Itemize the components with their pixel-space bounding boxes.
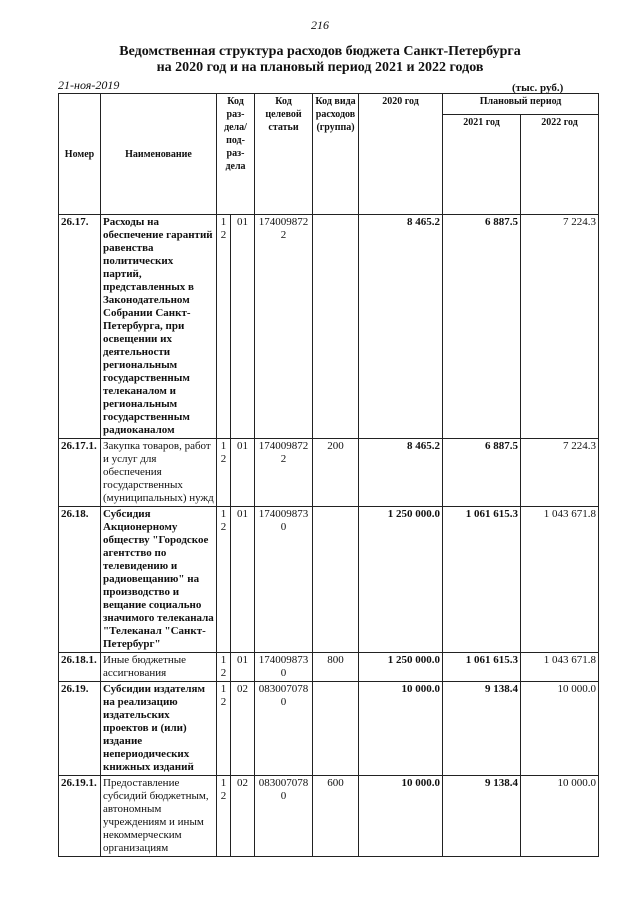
row-name: Иные бюджетные ассигнования	[101, 653, 217, 682]
row-expense-type	[313, 682, 359, 776]
row-name: Предоставление субсидий бюджетным, автономным учреждениям и иным некоммерческим организациям	[101, 776, 217, 857]
page-number: 216	[311, 18, 329, 32]
row-amount-2021: 1 061 615.3	[443, 507, 521, 653]
row-number: 26.17.1.	[59, 439, 101, 507]
row-amount-2021: 9 138.4	[443, 776, 521, 857]
row-number: 26.19.	[59, 682, 101, 776]
row-amount-2022: 7 224.3	[521, 215, 599, 439]
units-label: (тыс. руб.)	[512, 82, 564, 94]
header-target-code: Код целевой статьи	[255, 94, 313, 215]
table-row	[59, 682, 599, 776]
row-section: 12	[217, 439, 231, 507]
row-target-code: 1740098722	[255, 439, 313, 507]
row-target-code: 0830070780	[255, 776, 313, 857]
row-expense-type	[313, 215, 359, 439]
row-amount-2020: 1 250 000.0	[359, 507, 443, 653]
document-title	[0, 44, 640, 76]
header-name: Наименование	[101, 94, 217, 215]
row-expense-type: 200	[313, 439, 359, 507]
header-2021: 2021 год	[443, 115, 521, 215]
row-subsection: 02	[231, 682, 255, 776]
header-row-1	[59, 94, 599, 115]
row-target-code: 1740098730	[255, 507, 313, 653]
row-section: 12	[217, 215, 231, 439]
row-amount-2021: 9 138.4	[443, 682, 521, 776]
table-row	[59, 507, 599, 653]
row-expense-type: 600	[313, 776, 359, 857]
row-amount-2020: 1 250 000.0	[359, 653, 443, 682]
row-expense-type	[313, 507, 359, 653]
table-row	[59, 653, 599, 682]
row-target-code: 1740098722	[255, 215, 313, 439]
row-number: 26.18.	[59, 507, 101, 653]
row-section: 12	[217, 653, 231, 682]
row-amount-2022: 7 224.3	[521, 439, 599, 507]
budget-table	[58, 93, 599, 857]
header-section-code: Код раз- дела/ под- раз- дела	[217, 94, 255, 215]
row-name: Закупка товаров, работ и услуг для обеспечения государственных (муниципальных) нужд	[101, 439, 217, 507]
row-subsection: 01	[231, 439, 255, 507]
header-2022: 2022 год	[521, 115, 599, 215]
row-subsection: 01	[231, 653, 255, 682]
row-name: Расходы на обеспечение гарантий равенства политических партий, представленных в Законодательном Собрании Санкт-Петербурга, при освещении их деятельности региональным государственным телеканалом и региональным государственным радиоканалом	[101, 215, 217, 439]
table-row	[59, 215, 599, 439]
table-body	[59, 215, 599, 857]
table-row	[59, 439, 599, 507]
row-amount-2020: 10 000.0	[359, 682, 443, 776]
row-amount-2021: 6 887.5	[443, 439, 521, 507]
row-number: 26.19.1.	[59, 776, 101, 857]
row-number: 26.18.1.	[59, 653, 101, 682]
header-2020: 2020 год	[359, 94, 443, 215]
row-subsection: 01	[231, 215, 255, 439]
row-section: 12	[217, 776, 231, 857]
row-amount-2022: 10 000.0	[521, 682, 599, 776]
title-line-1: Ведомственная структура расходов бюджета Санкт-Петербурга	[119, 44, 521, 59]
row-subsection: 02	[231, 776, 255, 857]
row-amount-2022: 1 043 671.8	[521, 653, 599, 682]
header-planned-period: Плановый период	[443, 94, 599, 115]
row-target-code: 1740098730	[255, 653, 313, 682]
row-amount-2022: 1 043 671.8	[521, 507, 599, 653]
row-expense-type: 800	[313, 653, 359, 682]
row-target-code: 0830070780	[255, 682, 313, 776]
header-number: Номер	[59, 94, 101, 215]
row-subsection: 01	[231, 507, 255, 653]
row-amount-2020: 10 000.0	[359, 776, 443, 857]
table-row	[59, 776, 599, 857]
header-expense-type: Код вида расходов (группа)	[313, 94, 359, 215]
row-amount-2020: 8 465.2	[359, 439, 443, 507]
row-amount-2021: 6 887.5	[443, 215, 521, 439]
row-amount-2022: 10 000.0	[521, 776, 599, 857]
title-line-2: на 2020 год и на плановый период 2021 и 2022 годов	[156, 60, 484, 75]
document-date: 21-ноя-2019	[58, 78, 120, 92]
row-name: Субсидия Акционерному обществу "Городское агентство по телевидению и радиовещанию" на производство и вещание социально значимого телеканала "Телеканал "Санкт-Петербург"	[101, 507, 217, 653]
row-name: Субсидии издателям на реализацию издательских проектов и (или) издание непериодических книжных изданий	[101, 682, 217, 776]
row-section: 12	[217, 507, 231, 653]
row-section: 12	[217, 682, 231, 776]
row-amount-2021: 1 061 615.3	[443, 653, 521, 682]
row-number: 26.17.	[59, 215, 101, 439]
row-amount-2020: 8 465.2	[359, 215, 443, 439]
